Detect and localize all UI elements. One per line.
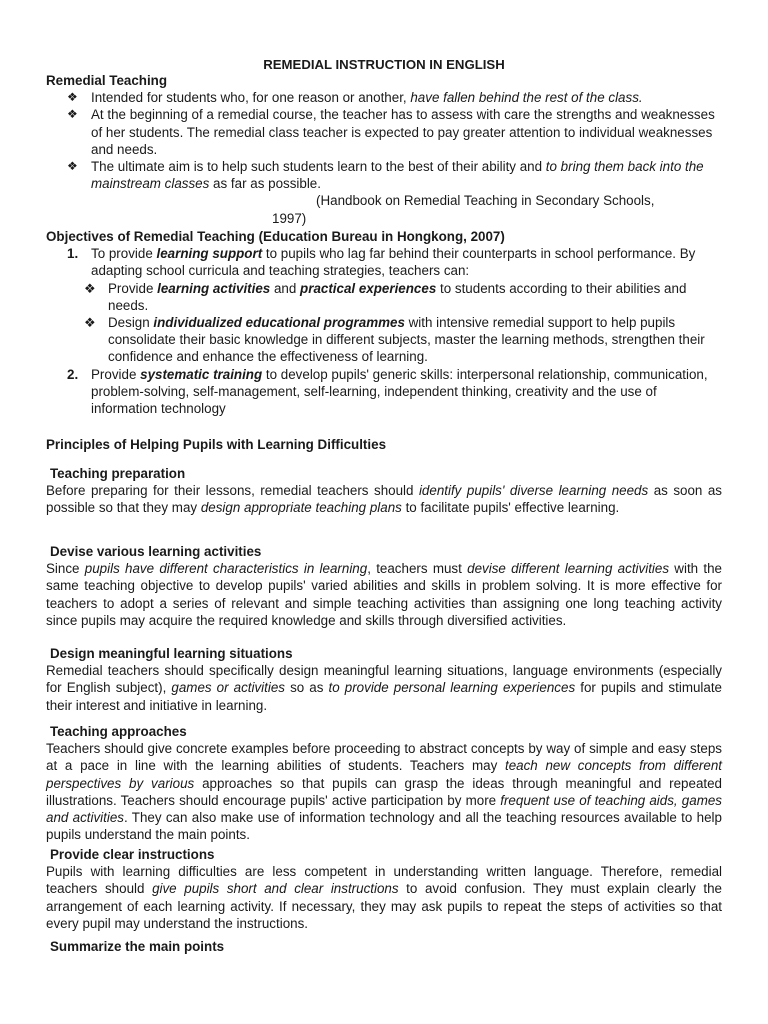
item-text-end: to pupils who lag far behind their counterparts in school performance. By adapting school curricula and teaching strategies, teachers can: xyxy=(91,246,696,279)
diamond-bullet-icon: ❖ xyxy=(67,90,78,105)
section-meaningful-situations xyxy=(46,645,722,714)
sub-emphasis: learning activities xyxy=(157,280,271,296)
remedial-teaching-heading: Remedial Teaching xyxy=(46,73,168,88)
document-title: REMEDIAL INSTRUCTION IN ENGLISH xyxy=(263,57,505,72)
sub-text-end: with intensive remedial support to help pupils consolidate their basic knowledge in different subjects, master the learning methods, strengthen their confidence and enhance the effectiveness of learning. xyxy=(108,315,705,365)
section-heading: Design meaningful learning situations xyxy=(50,646,293,661)
section-teaching-approaches xyxy=(46,723,722,843)
sub-emphasis-2: practical experiences xyxy=(300,280,437,296)
list-item xyxy=(46,366,722,418)
sub-text-end: to students according to their abilities and needs. xyxy=(108,280,687,313)
bullet-text: At the beginning of a remedial course, the teacher has to assess with care the strengths and weaknesses of her students. The remedial class teacher is expected to pay greater attention to individual weaknesses and needs. xyxy=(91,107,715,157)
bullet-emphasis: have fallen behind the rest of the class. xyxy=(410,90,643,106)
sub-text: Provide xyxy=(108,280,158,296)
section-teaching-preparation xyxy=(46,465,722,517)
item-emphasis: systematic training xyxy=(140,366,263,382)
objectives-list xyxy=(46,245,722,417)
section-heading: Provide clear instructions xyxy=(50,847,215,862)
list-item xyxy=(46,158,722,192)
section-devise-activities xyxy=(46,543,722,629)
section-heading: Teaching preparation xyxy=(50,466,186,481)
sub-text-mid: and xyxy=(270,280,301,296)
section-heading: Teaching approaches xyxy=(50,724,187,739)
diamond-bullet-icon: ❖ xyxy=(67,107,78,122)
bullet-text-end: as far as possible. xyxy=(209,176,321,192)
sub-emphasis: individualized educational programmes xyxy=(153,315,405,331)
item-number: 1. xyxy=(67,246,79,262)
list-item xyxy=(46,89,722,106)
principles-heading: Principles of Helping Pupils with Learning Difficulties xyxy=(46,437,387,452)
section-summarize xyxy=(46,938,722,955)
objectives-section xyxy=(46,228,722,417)
citation-line-1: (Handbook on Remedial Teaching in Secondary Schools, xyxy=(316,193,655,209)
diamond-bullet-icon: ❖ xyxy=(84,280,96,296)
section-body: Remedial teachers should specifically design meaningful learning situations, language environments (especially for English subject), games or activities so as to provide personal learning experiences for pupils and stimulate their interest and initiative in learning. xyxy=(46,663,723,713)
item-text-end: to develop pupils' generic skills: interpersonal relationship, communication, problem-solving, self-management, self-learning, independent thinking, creativity and the use of information technology xyxy=(91,366,708,417)
section-body: Since pupils have different characteristics in learning, teachers must devise different learning activities with the same teaching objective to develop pupils' varied abilities and skills in problem solving. It is more effective for teachers to adopt a series of relevant and simple teaching activities than assigning one long teaching activity since pupils may acquire the required knowledge and skills through diversified activities. xyxy=(46,561,723,628)
section-body: Before preparing for their lessons, remedial teachers should identify pupils' diverse learning needs as soon as possible so that they may design appropriate teaching plans to facilitate pupils' effective learning. xyxy=(46,483,723,516)
section-body: Pupils with learning difficulties are less competent in understanding written language. Therefore, remedial teachers should give pupils short and clear instructions to avoid confusion. They must explain clearly the arrangement of each learning activity. If necessary, they may ask pupils to repeat the steps of activities so that every pupil may understand the instructions. xyxy=(46,864,723,931)
section-clear-instructions xyxy=(46,846,722,932)
bullet-text: Intended for students who, for one reason or another, xyxy=(91,90,411,106)
remedial-bullet-list xyxy=(46,89,722,192)
item-text: To provide xyxy=(91,246,157,262)
section-heading: Summarize the main points xyxy=(50,939,225,954)
section-heading: Devise various learning activities xyxy=(50,544,262,559)
list-item xyxy=(46,280,722,314)
sub-bullet-list xyxy=(46,280,722,366)
diamond-bullet-icon: ❖ xyxy=(84,315,96,331)
diamond-bullet-icon: ❖ xyxy=(67,159,78,174)
list-item xyxy=(46,106,722,158)
remedial-teaching-section xyxy=(46,72,722,227)
citation-line-2: 1997) xyxy=(272,210,307,226)
item-number: 2. xyxy=(67,366,79,382)
item-text: Provide xyxy=(91,366,141,382)
bullet-text: The ultimate aim is to help such students learn to the best of their ability and xyxy=(91,159,546,175)
item-emphasis: learning support xyxy=(156,246,263,262)
section-body: Teachers should give concrete examples before proceeding to abstract concepts by way of simple and easy steps at a pace in line with the learning abilities of students. Teachers may teach new concepts from different perspectives by various approaches so that pupils can grasp the ideas through meaningful and repeated illustrations. Teachers should encourage pupils' active participation by more frequent use of teaching aids, games and activities. They can also make use of information technology and all the teaching resources available to help pupils understand the main points. xyxy=(46,741,722,843)
list-item xyxy=(46,245,722,365)
bullet-emphasis: to bring them back into the mainstream classes xyxy=(91,159,704,192)
sub-text: Design xyxy=(108,315,154,331)
objectives-heading: Objectives of Remedial Teaching (Education Bureau in Hongkong, 2007) xyxy=(46,229,505,244)
list-item xyxy=(46,314,722,366)
